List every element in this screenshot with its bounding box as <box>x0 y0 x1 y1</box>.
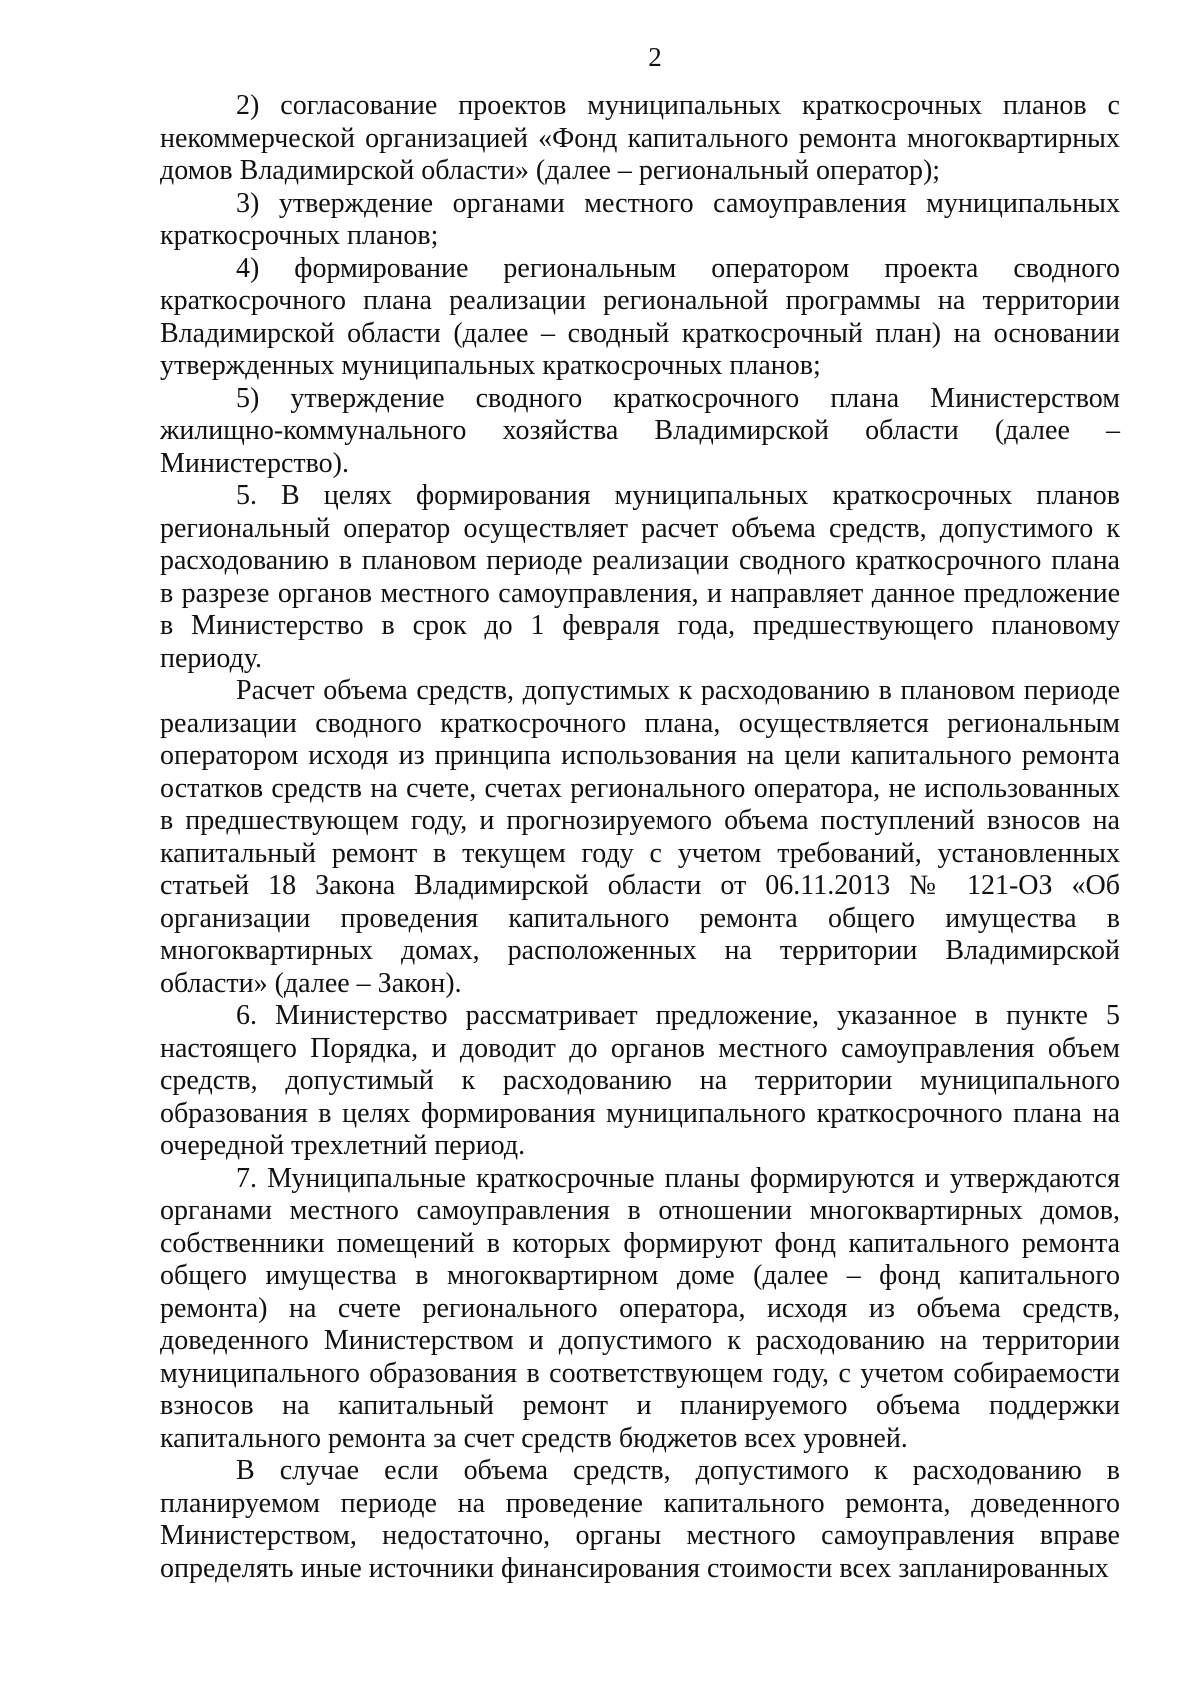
paragraph: В случае если объема средств, допустимого к расходованию в планируемом периоде на проведение капитального ремонта, доведенного Министерством, недостаточно, органы местного самоуправления вправе определять иные источники финансирования стоимости всех запланированных <box>160 1455 1120 1584</box>
paragraph: 5) утверждение сводного краткосрочного плана Министерством жилищно-коммунального хозяйства Владимирской области (далее – Министерство). <box>160 382 1120 479</box>
paragraph: 2) согласование проектов муниципальных краткосрочных планов с некоммерческой организацией «Фонд капитального ремонта многоквартирных домов Владимирской области» (далее – региональный оператор); <box>160 90 1120 186</box>
paragraph: 3) утверждение органами местного самоуправления муниципальных краткосрочных планов; <box>160 187 1120 251</box>
paragraph: Расчет объема средств, допустимых к расходованию в плановом периоде реализации сводного краткосрочного плана, осуществляется региональным оператором исходя из принципа использования на цели капитального ремонта остатков средств на счете, счетах регионального оператора, не использованных в предшествующем году, и прогнозируемого объема поступлений взносов на капитальный ремонт в текущем году с учетом требований, установленных статьей 18 Закона Владимирской области от 06.11.2013 № 121-ОЗ «Об организации проведения капитального ремонта общего имущества в многоквартирных домах, расположенных на территории Владимирской области» (далее – Закон). <box>160 675 1120 999</box>
paragraph: 5. В целях формирования муниципальных краткосрочных планов региональный оператор осуществляет расчет объема средств, допустимого к расходованию в плановом периоде реализации сводного краткосрочного плана в разрезе органов местного самоуправления, и направляет данное предложение в Министерство в срок до 1 февраля года, предшествующего плановому периоду. <box>160 480 1120 674</box>
paragraph: 7. Муниципальные краткосрочные планы формируются и утверждаются органами местного самоуправления в отношении многоквартирных домов, собственники помещений в которых формируют фонд капитального ремонта общего имущества в многоквартирном доме (далее – фонд капитального ремонта) на счете регионального оператора, исходя из объема средств, доведенного Министерством и допустимого к расходованию на территории муниципального образования в соответствующем году, с учетом собираемости взносов на капитальный ремонт и планируемого объема поддержки капитального ремонта за счет средств бюджетов всех уровней. <box>160 1162 1120 1454</box>
page-number: 2 <box>648 42 662 72</box>
paragraph: 6. Министерство рассматривает предложение, указанное в пункте 5 настоящего Порядка, и доводит до органов местного самоуправления объем средств, допустимый к расходованию на территории муниципального образования в целях формирования муниципального краткосрочного плана на очередной трехлетний период. <box>160 1000 1120 1161</box>
document-body <box>160 90 1120 1585</box>
paragraph: 4) формирование региональным оператором проекта сводного краткосрочного плана реализации региональной программы на территории Владимирской области (далее – сводный краткосрочный план) на основании утвержденных муниципальных краткосрочных планов; <box>160 252 1120 381</box>
